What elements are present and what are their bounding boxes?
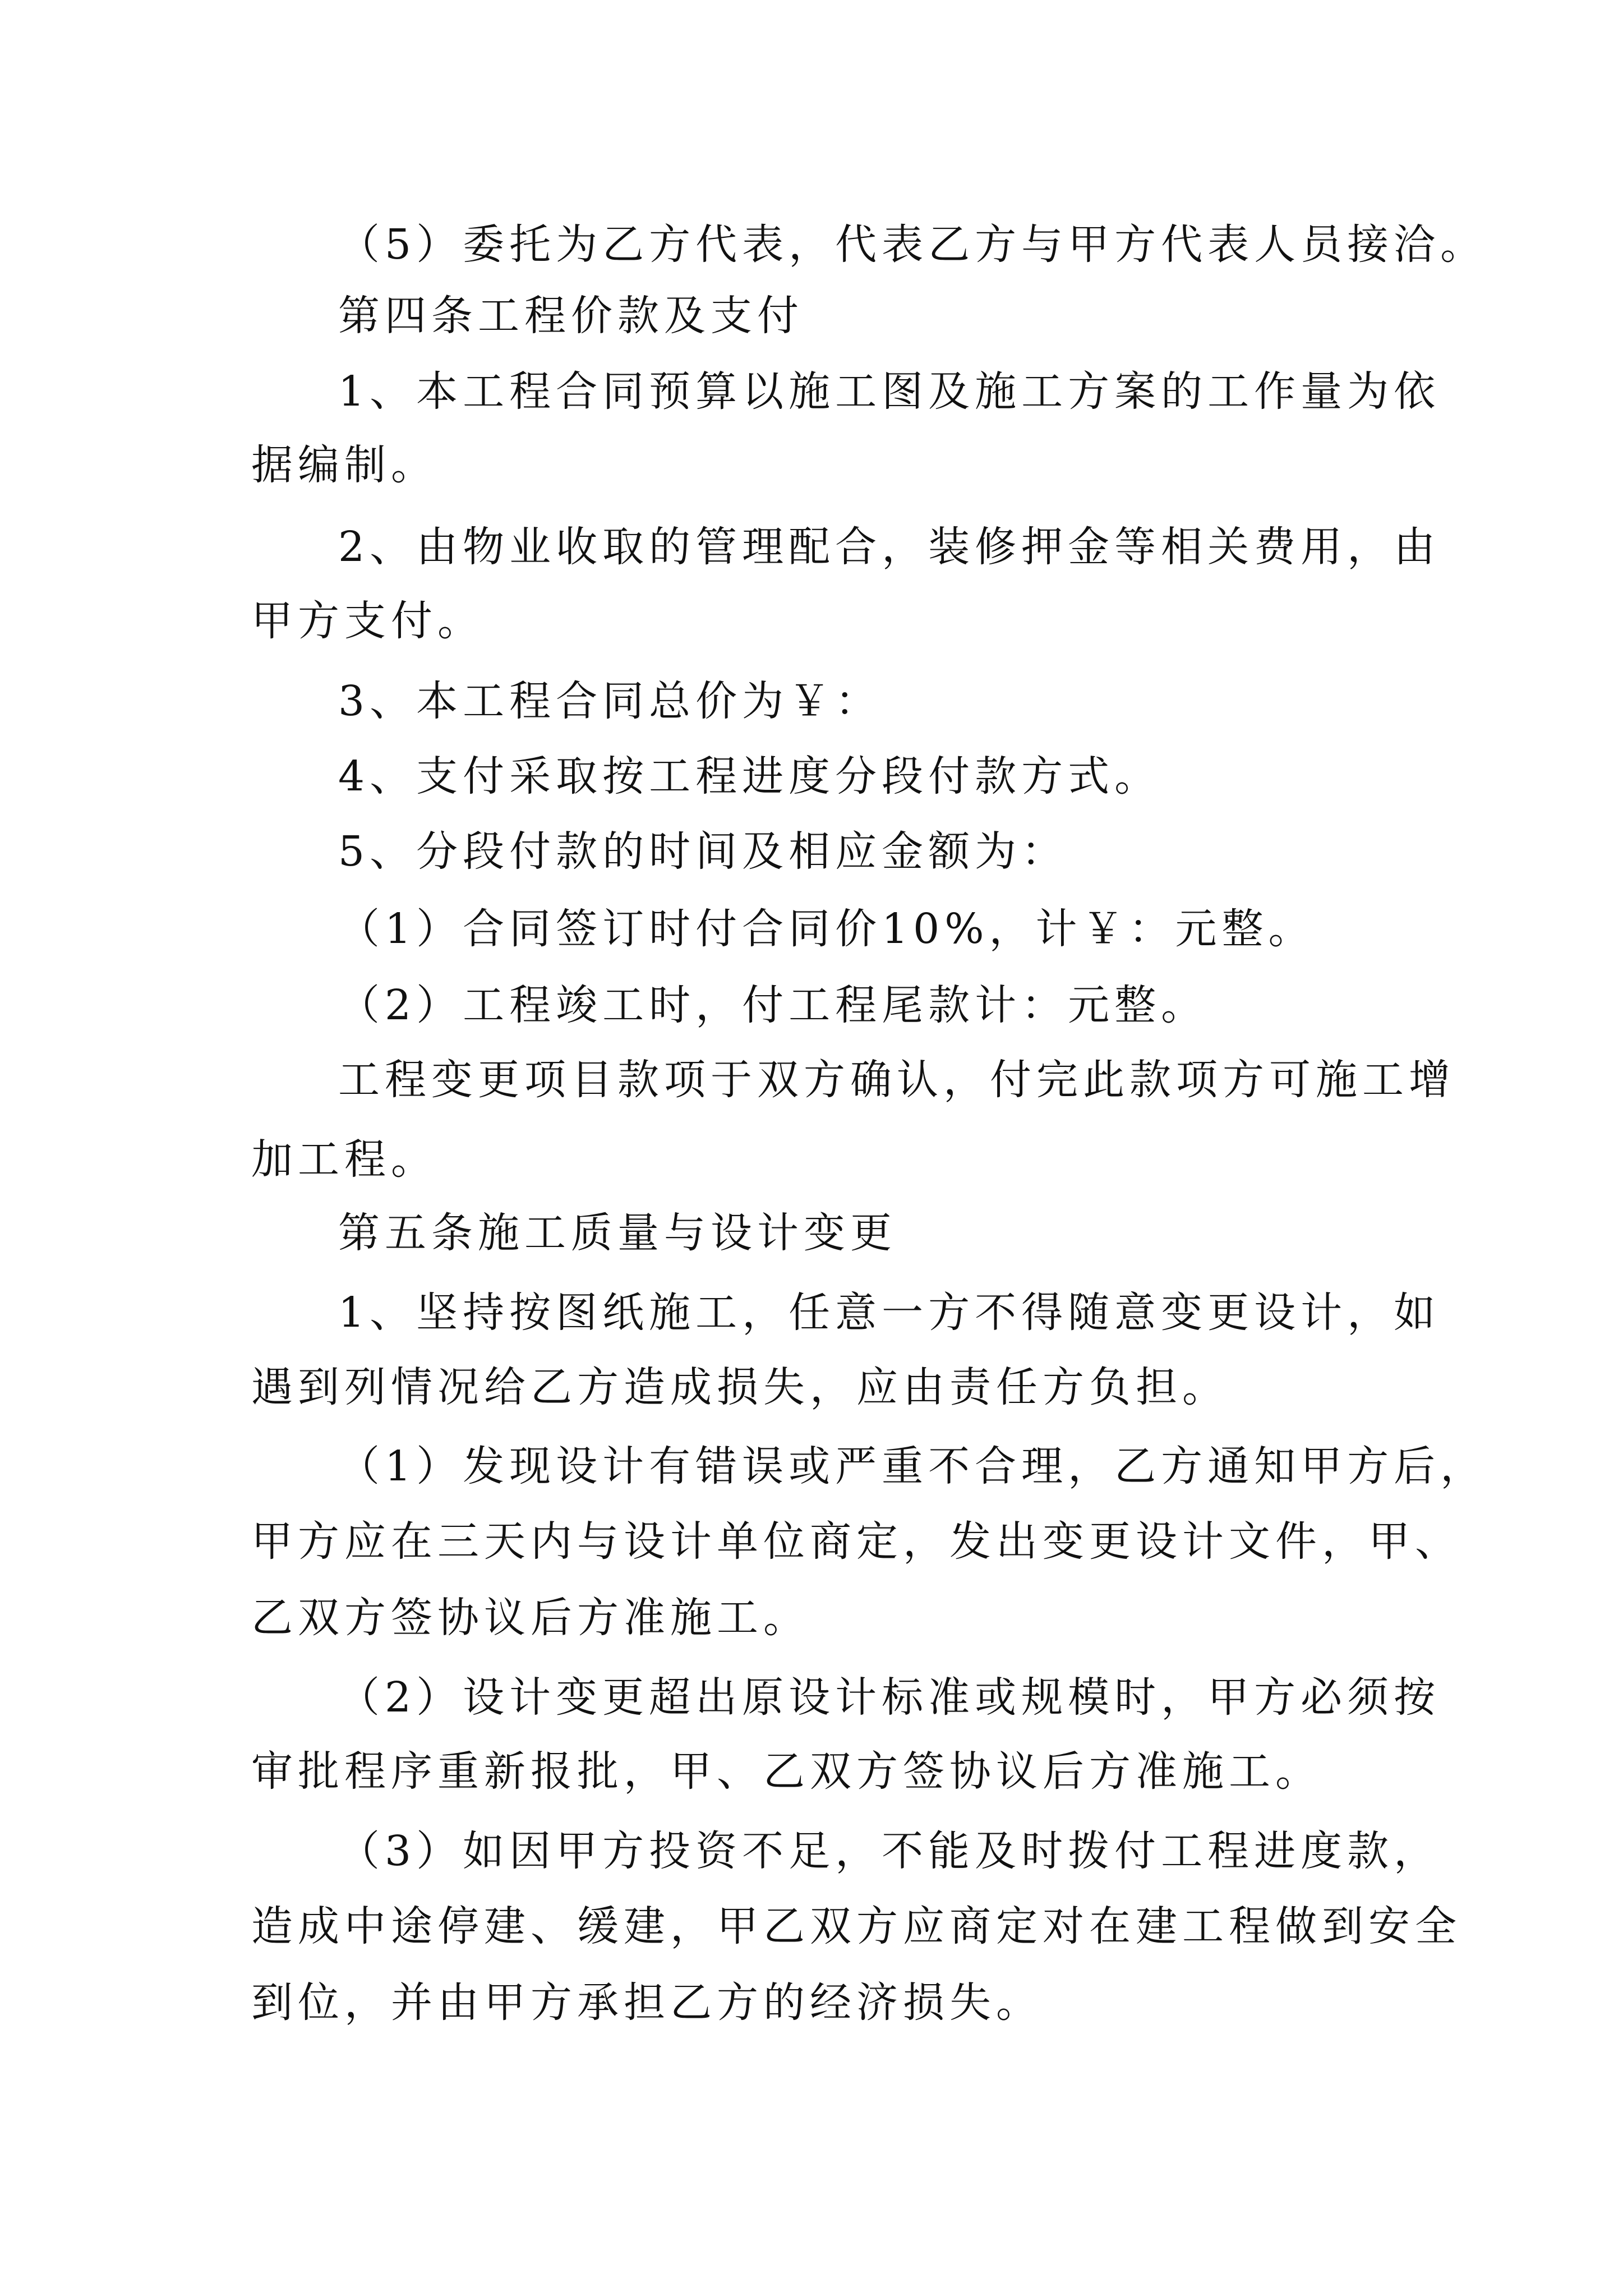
text-line: 审批程序重新报批，甲、乙双方签协议后方准施工。 <box>251 1747 1322 1796</box>
text-line: 1、坚持按图纸施工，任意一方不得随意变更设计，如 <box>338 1289 1441 1337</box>
section-heading: 第四条工程价款及支付 <box>338 292 804 340</box>
text-line: 乙双方签协议后方准施工。 <box>251 1594 810 1642</box>
text-line: 遇到列情况给乙方造成损失，应由责任方负担。 <box>251 1363 1229 1411</box>
text-line: 据编制。 <box>251 441 437 489</box>
text-line: 造成中途停建、缓建，甲乙双方应商定对在建工程做到安全 <box>251 1902 1461 1950</box>
text-line: 甲方支付。 <box>251 597 484 645</box>
text-line: 5、分段付款的时间及相应金额为： <box>338 827 1068 876</box>
text-line: （1）合同签订时付合同价10%，计￥：元整。 <box>338 905 1315 953</box>
text-line: 3、本工程合同总价为￥： <box>338 677 882 725</box>
text-line: （3）如因甲方投资不足，不能及时拨付工程进度款， <box>338 1827 1441 1875</box>
text-line: （2）工程竣工时，付工程尾款计：元整。 <box>338 981 1208 1029</box>
text-line: 1、本工程合同预算以施工图及施工方案的工作量为依 <box>338 367 1441 416</box>
text-line: 工程变更项目款项于双方确认，付完此款项方可施工增 <box>338 1056 1455 1104</box>
text-line: 加工程。 <box>251 1135 437 1184</box>
text-line: （2）设计变更超出原设计标准或规模时，甲方必须按 <box>338 1673 1441 1722</box>
text-line: 甲方应在三天内与设计单位商定，发出变更设计文件，甲、 <box>251 1517 1461 1566</box>
text-line: （5）委托为乙方代表，代表乙方与甲方代表人员接洽。 <box>338 220 1487 269</box>
text-line: 2、由物业收取的管理配合，装修押金等相关费用，由 <box>338 523 1441 571</box>
text-line: 到位，并由甲方承担乙方的经济损失。 <box>251 1978 1043 2027</box>
section-heading: 第五条施工质量与设计变更 <box>338 1209 897 1257</box>
text-line: 4、支付采取按工程进度分段付款方式。 <box>338 752 1161 800</box>
text-line: （1）发现设计有错误或严重不合理，乙方通知甲方后， <box>338 1442 1487 1490</box>
